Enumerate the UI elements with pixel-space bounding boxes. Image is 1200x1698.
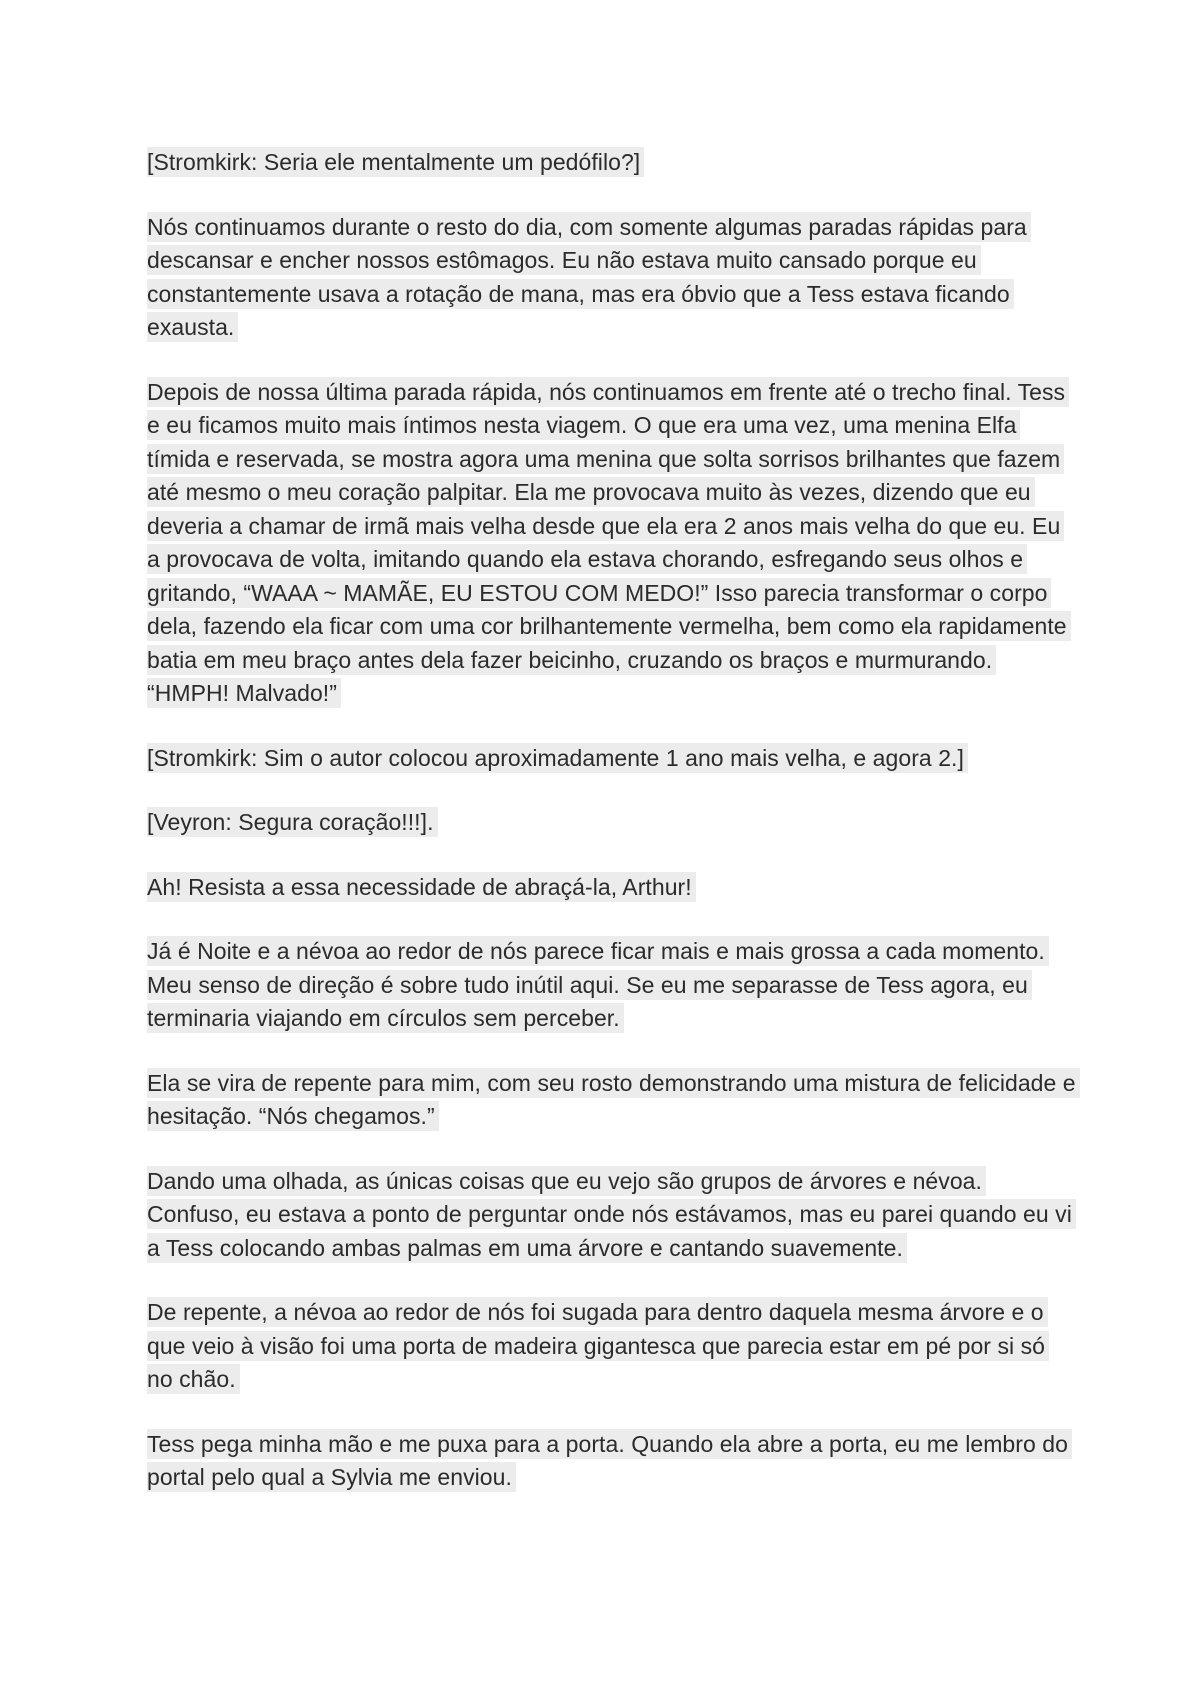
paragraph-text: De repente, a névoa ao redor de nós foi sugada para dentro daquela mesma árvore e o que veio à visão foi uma porta de madeira gigantesca que parecia estar em pé por si só no chão.: [147, 1297, 1049, 1394]
paragraph-translator-note-2: [147, 742, 1077, 776]
paragraph-text: Depois de nossa última parada rápida, nós continuamos em frente até o trecho final. Tess e eu ficamos muito mais íntimos nesta viagem. O que era uma vez, uma menina Elfa tímida e reservada, se mostra agora uma menina que solta sorrisos brilhantes que fazem até mesmo o meu coração palpitar. Ela me provocava muito às vezes, dizendo que eu deveria a chamar de irmã mais velha desde que ela era 2 anos mais velha do que eu. Eu a provocava de volta, imitando quando ela estava chorando, esfregando seus olhos e gritando, “WAAA ~ MAMÃE, EU ESTOU COM MEDO!” Isso parecia transformar o corpo dela, fazendo ela ficar com uma cor brilhantemente vermelha, bem como ela rapidamente batia em meu braço antes dela fazer beicinho, cruzando os braços e murmurando. “HMPH! Malvado!”: [147, 377, 1071, 709]
document-body: [147, 146, 1077, 1526]
paragraph-text: [Veyron: Segura coração!!!].: [147, 807, 438, 837]
paragraph-text: Já é Noite e a névoa ao redor de nós parece ficar mais e mais grossa a cada momento. Meu senso de direção é sobre tudo inútil aqui. Se eu me separasse de Tess agora, eu terminaria viajando em círculos sem perceber.: [147, 936, 1049, 1033]
paragraph-text: [Stromkirk: Sim o autor colocou aproximadamente 1 ano mais velha, e agora 2.]: [147, 743, 968, 773]
paragraph-translator-note-1: [147, 146, 1077, 180]
paragraph-text: Dando uma olhada, as únicas coisas que eu vejo são grupos de árvores e névoa. Confuso, eu estava a ponto de perguntar onde nós estávamos, mas eu parei quando eu vi a Tess colocando ambas palmas em uma árvore e cantando suavemente.: [147, 1166, 1076, 1263]
paragraph-door: [147, 1296, 1077, 1397]
paragraph-portal: [147, 1428, 1077, 1495]
paragraph-trees: [147, 1165, 1077, 1266]
paragraph-translator-note-3: [147, 806, 1077, 840]
paragraph-journey: [147, 211, 1077, 345]
paragraph-text: [Stromkirk: Seria ele mentalmente um pedófilo?]: [147, 147, 644, 177]
paragraph-arrived: [147, 1067, 1077, 1134]
paragraph-final-stretch: [147, 376, 1077, 711]
paragraph-text: Ah! Resista a essa necessidade de abraçá-la, Arthur!: [147, 872, 696, 902]
paragraph-night-fog: [147, 935, 1077, 1036]
paragraph-text: Ela se vira de repente para mim, com seu rosto demonstrando uma mistura de felicidade e hesitação. “Nós chegamos.”: [147, 1068, 1080, 1132]
paragraph-text: Tess pega minha mão e me puxa para a porta. Quando ela abre a porta, eu me lembro do portal pelo qual a Sylvia me enviou.: [147, 1429, 1072, 1493]
paragraph-resist: [147, 871, 1077, 905]
paragraph-text: Nós continuamos durante o resto do dia, com somente algumas paradas rápidas para descansar e encher nossos estômagos. Eu não estava muito cansado porque eu constantemente usava a rotação de mana, mas era óbvio que a Tess estava ficando exausta.: [147, 212, 1031, 343]
